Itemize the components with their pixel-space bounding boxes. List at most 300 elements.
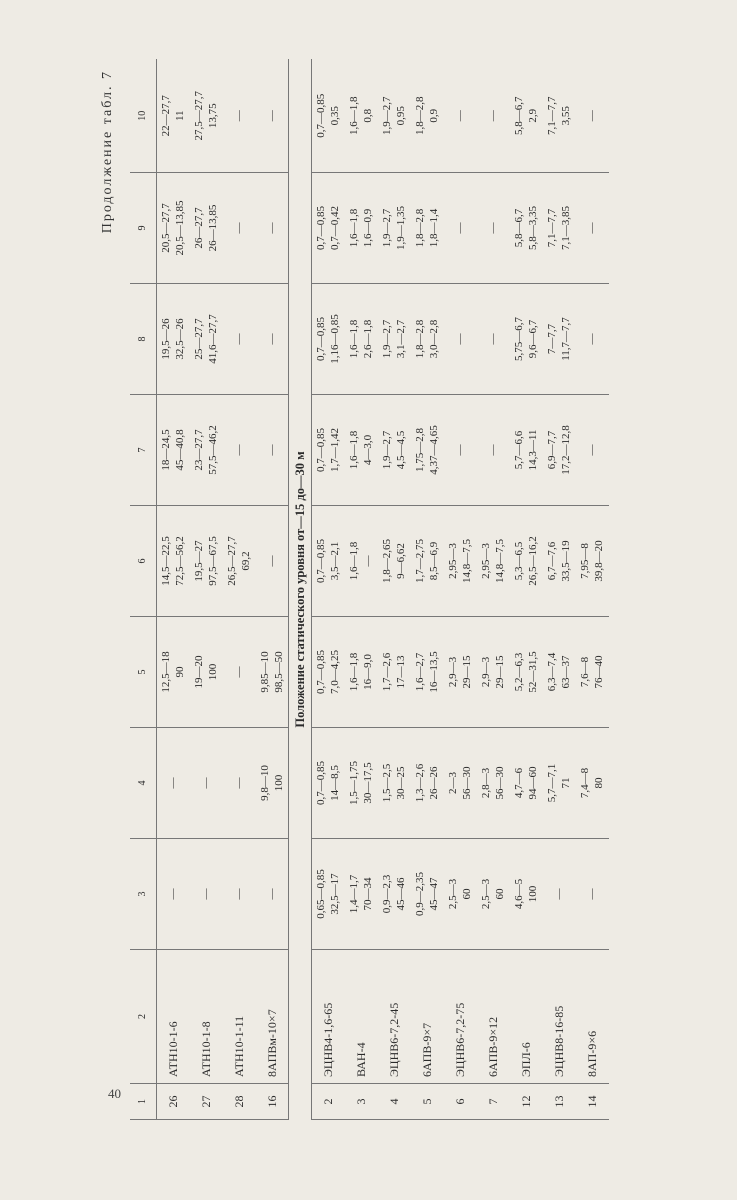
pump-name: АТН10-1-8: [190, 950, 223, 1084]
header-row: [130, 60, 157, 1120]
value-cell: [157, 284, 190, 395]
header-cell-4: 4: [130, 728, 157, 839]
value-line: 20,5—13,85: [174, 200, 187, 256]
pump-name: ЭЦНВ6-7,2-75: [444, 950, 477, 1084]
value-cell: [190, 173, 223, 284]
value-cell: [543, 60, 576, 173]
value-line: 2,95—3: [480, 543, 492, 579]
value-line: 3,5—2,1: [329, 541, 342, 581]
value-line: —: [487, 222, 499, 234]
value-line: 5,7—7,1: [546, 763, 558, 803]
value-cell: [256, 284, 289, 395]
value-line: 2—3: [447, 772, 459, 794]
value-line: 5,3—6,5: [513, 541, 525, 581]
value-line: —: [265, 333, 278, 345]
value-line: —: [454, 110, 466, 122]
value-cell: [223, 506, 256, 617]
value-line: 1,8—2,8: [414, 208, 426, 248]
value-line: 1,7—2,6: [381, 652, 393, 692]
value-line: 1,6—1,8: [348, 430, 360, 470]
value-line: 1,8—2,8: [414, 96, 426, 135]
header-cell-10: 10: [130, 60, 157, 173]
section-title: Положение статического уровня от—15 до—30 м: [289, 60, 312, 1120]
value-line: 63—37: [560, 655, 572, 689]
value-cell: [477, 506, 510, 617]
value-line: 56—30: [494, 766, 506, 800]
value-line: 6,3—7,4: [546, 652, 558, 692]
value-cell: [543, 173, 576, 284]
value-line: 1,6—0,9: [362, 208, 374, 248]
value-line: 7,1—7,7: [546, 208, 558, 248]
value-line: 57,5—46,2: [207, 425, 219, 475]
value-line: 0,9—2,3: [381, 874, 393, 914]
value-line: 6,9—7,7: [546, 430, 558, 470]
value-line: 11,7—7,7: [560, 317, 572, 361]
value-line: 20,5—27,7: [160, 203, 173, 253]
value-cell: [477, 839, 510, 950]
row-number: 6: [444, 1084, 477, 1120]
value-cell: [576, 173, 609, 284]
value-line: 0,9—2,35: [414, 872, 426, 916]
value-line: 2,5—3: [447, 878, 459, 910]
header-cell-8: 8: [130, 284, 157, 395]
value-cell: [444, 617, 477, 728]
value-cell: [256, 60, 289, 173]
value-line: 16—9,0: [362, 654, 374, 690]
value-cell: [543, 284, 576, 395]
value-cell: [510, 506, 543, 617]
value-line: 4,5—4,5: [395, 430, 407, 470]
value-line: —: [167, 777, 180, 789]
value-line: 14,8—7,5: [494, 539, 506, 583]
value-line: 9,6—6,7: [527, 319, 539, 359]
table-row: [378, 60, 411, 1120]
value-cell: [444, 506, 477, 617]
value-line: 2,9—3: [447, 656, 459, 688]
value-line: 9,8—10: [258, 765, 271, 801]
value-line: 1,9—1,35: [395, 206, 407, 250]
value-line: 97,5—67,5: [207, 536, 219, 586]
pump-name: ВАН-4: [345, 950, 378, 1084]
value-line: 1,3—2,6: [414, 763, 426, 803]
pump-name: 6АПВ-9×7: [411, 950, 444, 1084]
value-cell: [312, 728, 345, 839]
row-number: 16: [256, 1084, 289, 1120]
value-cell: [411, 728, 444, 839]
value-line: 7,95—8: [579, 543, 591, 579]
value-line: 26—27,7: [193, 207, 205, 249]
table-row: [411, 60, 444, 1120]
row-number: 5: [411, 1084, 444, 1120]
value-cell: [378, 728, 411, 839]
row-number: 27: [190, 1084, 223, 1120]
row-number: 26: [157, 1084, 190, 1120]
value-cell: [510, 839, 543, 950]
value-cell: [576, 839, 609, 950]
table-row: [543, 60, 576, 1120]
value-line: 5,8—6,7: [513, 96, 525, 135]
value-cell: [157, 728, 190, 839]
value-line: 3,55: [560, 106, 572, 126]
value-line: 1,8—2,8: [414, 319, 426, 359]
value-line: 0,65—0,85: [315, 869, 328, 919]
rotated-table-block: [100, 60, 680, 1120]
value-cell: [411, 395, 444, 506]
table-row: [256, 60, 289, 1120]
value-line: —: [487, 333, 499, 345]
value-line: 1,5—2,5: [381, 763, 393, 803]
pump-name: 8АПВм-10×7: [256, 950, 289, 1084]
value-line: 0,8: [362, 108, 374, 123]
value-line: 60: [461, 888, 473, 900]
value-line: 1,9—2,7: [381, 208, 393, 248]
value-line: 60: [494, 888, 506, 900]
value-line: —: [233, 666, 245, 678]
value-line: —: [454, 444, 466, 456]
value-line: 7,6—8: [579, 656, 591, 688]
value-cell: [477, 60, 510, 173]
value-line: —: [454, 222, 466, 234]
value-cell: [378, 60, 411, 173]
pump-name: АТН10-1-6: [157, 950, 190, 1084]
header-cell-1: 1: [130, 1084, 157, 1120]
value-cell: [190, 284, 223, 395]
value-cell: [157, 617, 190, 728]
value-line: —: [586, 222, 598, 234]
value-cell: [223, 728, 256, 839]
value-line: —: [265, 444, 278, 456]
table-row: [190, 60, 223, 1120]
value-cell: [576, 506, 609, 617]
value-line: —: [553, 888, 565, 900]
value-line: 52—31,5: [527, 651, 539, 693]
value-line: 14—8,5: [329, 765, 342, 801]
value-line: 69,2: [240, 551, 252, 571]
value-cell: [157, 173, 190, 284]
value-cell: [378, 839, 411, 950]
page-number: 40: [108, 1086, 121, 1101]
value-line: 4—3,0: [362, 434, 374, 466]
value-line: 1,6—1,8: [348, 96, 360, 135]
value-line: —: [265, 555, 278, 567]
value-cell: [576, 728, 609, 839]
value-line: 1,8—2,65: [381, 539, 393, 583]
value-line: 32,5—26: [174, 318, 187, 360]
value-line: 9—6,62: [395, 543, 407, 579]
value-line: 3,1—2,7: [395, 319, 407, 359]
pump-name: ЭЦНВ4-1,6-65: [312, 950, 345, 1084]
value-line: 100: [527, 885, 539, 903]
table-row: [477, 60, 510, 1120]
value-cell: [444, 284, 477, 395]
value-line: 0,7—0,85: [315, 93, 328, 138]
value-line: 71: [560, 777, 572, 789]
pump-name: 8АП-9×6: [576, 950, 609, 1084]
value-line: —: [487, 444, 499, 456]
value-cell: [576, 284, 609, 395]
section-row: [289, 60, 312, 1120]
table-row: [157, 60, 190, 1120]
value-cell: [345, 839, 378, 950]
value-cell: [312, 839, 345, 950]
value-line: 0,7—0,85: [315, 317, 328, 361]
value-cell: [543, 728, 576, 839]
value-line: 22—27,7: [160, 95, 173, 137]
value-line: 32,5—17: [329, 873, 342, 915]
row-number: 4: [378, 1084, 411, 1120]
table-body: [157, 60, 609, 1120]
value-cell: [190, 617, 223, 728]
value-cell: [576, 395, 609, 506]
value-line: 1,75—2,8: [414, 428, 426, 472]
value-cell: [477, 284, 510, 395]
value-cell: [345, 284, 378, 395]
value-cell: [256, 395, 289, 506]
value-line: —: [233, 444, 245, 456]
value-cell: [378, 284, 411, 395]
value-line: 2,6—1,8: [362, 319, 374, 359]
row-number: 2: [312, 1084, 345, 1120]
value-line: 11: [174, 110, 187, 122]
value-cell: [543, 395, 576, 506]
value-line: 100: [207, 663, 219, 681]
value-cell: [510, 728, 543, 839]
header-cell-5: 5: [130, 617, 157, 728]
pump-name: ЭЦНВ6-7,2-45: [378, 950, 411, 1084]
value-line: 0,9: [428, 108, 440, 123]
value-cell: [345, 617, 378, 728]
header-cell-2: 2: [130, 950, 157, 1084]
value-cell: [378, 395, 411, 506]
pump-name: 6АПВ-9×12: [477, 950, 510, 1084]
value-line: 5,75—6,7: [513, 317, 525, 361]
value-cell: [345, 173, 378, 284]
value-line: 2,5—3: [480, 878, 492, 910]
value-line: 5,7—6,6: [513, 430, 525, 470]
value-cell: [411, 839, 444, 950]
row-number: 12: [510, 1084, 543, 1120]
value-cell: [411, 173, 444, 284]
value-cell: [477, 728, 510, 839]
row-number: 14: [576, 1084, 609, 1120]
value-line: 1,6—1,8: [348, 652, 360, 692]
value-line: 14,8—7,5: [461, 539, 473, 583]
value-cell: [256, 839, 289, 950]
value-line: —: [265, 110, 278, 122]
value-line: —: [586, 333, 598, 345]
value-line: 29—15: [494, 655, 506, 689]
value-cell: [256, 173, 289, 284]
value-cell: [444, 395, 477, 506]
value-line: 7,1—3,85: [560, 206, 572, 250]
value-line: 8,5—6,9: [428, 541, 440, 581]
value-line: 17,2—12,8: [560, 425, 572, 475]
value-cell: [477, 173, 510, 284]
row-number: 28: [223, 1084, 256, 1120]
value-line: 45—46: [395, 877, 407, 911]
value-line: 5,8—6,7: [513, 208, 525, 248]
value-line: 1,7—2,75: [414, 539, 426, 583]
value-line: 0,7—0,85: [315, 650, 328, 694]
value-line: 0,7—0,42: [329, 206, 342, 250]
value-cell: [157, 395, 190, 506]
value-line: 41,6—27,7: [207, 314, 219, 364]
value-cell: [510, 173, 543, 284]
value-line: 26,5—16,2: [527, 536, 539, 586]
value-line: 14,3—11: [527, 429, 539, 471]
value-line: —: [233, 333, 245, 345]
value-cell: [510, 284, 543, 395]
value-line: 0,7—0,85: [315, 761, 328, 805]
value-line: 1,6—1,8: [348, 541, 360, 581]
value-cell: [190, 839, 223, 950]
value-cell: [543, 839, 576, 950]
value-line: —: [265, 888, 278, 900]
header-cell-9: 9: [130, 173, 157, 284]
value-line: —: [362, 555, 374, 567]
value-cell: [543, 617, 576, 728]
value-cell: [312, 617, 345, 728]
value-line: —: [233, 888, 245, 900]
value-line: 80: [593, 777, 605, 789]
value-cell: [157, 60, 190, 173]
value-cell: [510, 617, 543, 728]
table-row: [312, 60, 345, 1120]
value-cell: [576, 617, 609, 728]
value-cell: [411, 506, 444, 617]
value-line: —: [233, 222, 245, 234]
value-line: 2,9—3: [480, 656, 492, 688]
value-line: 90: [174, 666, 187, 678]
value-line: 1,16—0,85: [329, 314, 342, 364]
value-cell: [312, 60, 345, 173]
value-cell: [256, 506, 289, 617]
pump-name: ЭПЛ-6: [510, 950, 543, 1084]
value-line: 19—20: [193, 655, 205, 689]
value-cell: [256, 617, 289, 728]
row-number: 13: [543, 1084, 576, 1120]
value-line: 7—7,7: [546, 323, 558, 355]
value-cell: [345, 395, 378, 506]
value-line: 45—47: [428, 877, 440, 911]
value-line: 76—40: [593, 655, 605, 689]
value-line: —: [454, 333, 466, 345]
value-line: 17—13: [395, 655, 407, 689]
value-line: 29—15: [461, 655, 473, 689]
value-cell: [411, 617, 444, 728]
value-line: 0,95: [395, 106, 407, 126]
value-line: 2,8—3: [480, 767, 492, 799]
row-number: 7: [477, 1084, 510, 1120]
value-cell: [444, 173, 477, 284]
value-line: —: [200, 777, 212, 789]
value-line: 33,5—19: [560, 540, 572, 582]
table-row: [444, 60, 477, 1120]
row-number: 3: [345, 1084, 378, 1120]
value-cell: [510, 395, 543, 506]
value-line: 98,5—50: [272, 651, 285, 693]
value-line: 2,95—3: [447, 543, 459, 579]
value-line: 4,37—4,65: [428, 425, 440, 475]
value-line: 4,6—5: [513, 878, 525, 910]
value-line: 30—25: [395, 766, 407, 800]
value-line: 94—60: [527, 766, 539, 800]
value-line: 45—40,8: [174, 429, 187, 471]
value-cell: [444, 728, 477, 839]
value-line: 1,6—1,8: [348, 208, 360, 248]
value-line: 26,5—27,7: [226, 536, 238, 586]
value-line: 27,5—27,7: [193, 91, 205, 141]
table-row: [223, 60, 256, 1120]
value-line: 72,5—56,2: [174, 536, 187, 586]
value-line: 3,0—2,8: [428, 319, 440, 359]
value-line: 70—34: [362, 877, 374, 911]
value-line: 7,1—7,7: [546, 96, 558, 135]
value-line: 1,9—2,7: [381, 96, 393, 135]
value-line: 25—27,7: [193, 318, 205, 360]
value-cell: [477, 617, 510, 728]
table-row: [576, 60, 609, 1120]
value-line: —: [265, 222, 278, 234]
value-cell: [223, 839, 256, 950]
value-cell: [510, 60, 543, 173]
header-cell-6: 6: [130, 506, 157, 617]
value-line: 0,7—0,85: [315, 428, 328, 472]
value-line: 1,8—1,4: [428, 208, 440, 248]
value-cell: [543, 506, 576, 617]
value-cell: [190, 506, 223, 617]
value-line: 56—30: [461, 766, 473, 800]
value-line: —: [586, 444, 598, 456]
value-cell: [223, 173, 256, 284]
value-cell: [378, 506, 411, 617]
value-cell: [190, 728, 223, 839]
value-line: 1,9—2,7: [381, 430, 393, 470]
value-line: 26—26: [428, 766, 440, 800]
value-cell: [256, 728, 289, 839]
value-cell: [444, 60, 477, 173]
value-line: 9,85—10: [258, 651, 271, 693]
value-cell: [411, 284, 444, 395]
value-line: 1,5—1,75: [348, 761, 360, 805]
value-line: 19,5—26: [160, 318, 173, 360]
value-cell: [444, 839, 477, 950]
value-line: 16—13,5: [428, 651, 440, 693]
value-cell: [223, 60, 256, 173]
value-cell: [312, 506, 345, 617]
value-line: 0,7—0,85: [315, 539, 328, 583]
value-line: —: [233, 777, 245, 789]
value-line: 23—27,7: [193, 429, 205, 471]
value-cell: [157, 506, 190, 617]
pump-name: АТН10-1-11: [223, 950, 256, 1084]
value-line: 1,6—2,7: [414, 652, 426, 692]
value-line: —: [586, 110, 598, 122]
value-cell: [312, 173, 345, 284]
value-cell: [345, 506, 378, 617]
value-cell: [157, 839, 190, 950]
value-cell: [378, 173, 411, 284]
value-line: 6,7—7,6: [546, 541, 558, 581]
value-cell: [345, 728, 378, 839]
value-line: 18—24,5: [160, 429, 173, 471]
table-row: [345, 60, 378, 1120]
value-cell: [477, 395, 510, 506]
value-cell: [378, 617, 411, 728]
pump-name: ЭЦНВ8-16-85: [543, 950, 576, 1084]
value-line: 5,2—6,3: [513, 652, 525, 692]
value-line: —: [200, 888, 212, 900]
